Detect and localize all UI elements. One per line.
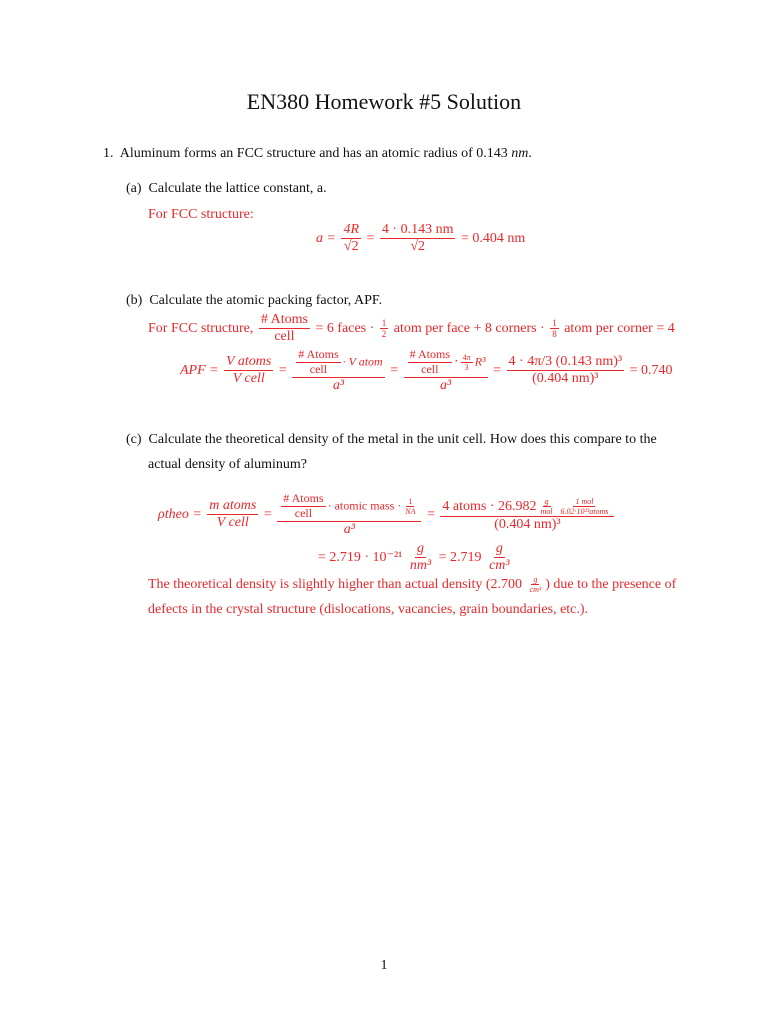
equals-1: = xyxy=(278,363,287,379)
equals-2: = xyxy=(426,507,435,523)
part-a-question xyxy=(126,181,327,197)
eighth-fraction: $\frac{1}{8}$ xyxy=(552,317,557,340)
fraction-numeric: $\frac{4 \cdot 0.143 nm}{√2}$ xyxy=(381,222,454,255)
part-c-density-equation xyxy=(158,492,616,538)
part-c-question-line2: actual density of aluminum? xyxy=(148,457,308,472)
fraction-4r: $\frac{4R}{√2}$ xyxy=(343,222,360,255)
vatoms-over-vcell: $\frac{\text{V atoms}}{\text{V cell}}$ xyxy=(226,354,272,387)
statement-text: Aluminum forms an FCC structure and has an atomic radius of 0.143 xyxy=(119,146,508,161)
atoms-mass-over-a3: $\frac{\text{\# Atoms}}{\text{cell}}$ · atomic mass · $\frac{1}{NA}$ a³ xyxy=(277,492,421,538)
density-value-cm: = 2.719 xyxy=(438,549,482,565)
equals-3: = xyxy=(493,363,502,379)
part-b-intro xyxy=(148,312,675,345)
part-a-answer-intro: For FCC structure: xyxy=(148,207,254,222)
g-per-cm3: $\frac{g}{\text{cm³}}$ xyxy=(489,541,510,574)
intro-faces: = 6 faces · xyxy=(315,320,375,336)
part-a-label: (a) xyxy=(126,181,142,196)
atoms-per-cell-fraction: $\frac{\text{\# Atoms}}{\text{cell}}$ xyxy=(260,312,308,345)
lhs: a = xyxy=(316,230,336,246)
part-a-result: = 0.404 nm xyxy=(460,230,526,246)
conclusion-text: The theoretical density is slightly higher than actual density (2.700 xyxy=(148,576,523,592)
apf-result: = 0.740 xyxy=(629,363,673,379)
atoms-vatom-over-a3: $\frac{\text{\# Atoms}}{\text{cell}}$ · V atom a³ xyxy=(292,348,384,394)
rho-lhs: ρtheo = xyxy=(158,507,202,523)
part-c-conclusion-line1 xyxy=(148,575,676,594)
statement-unit: nm xyxy=(511,146,529,161)
problem-number: 1. xyxy=(103,146,114,161)
equals-1: = xyxy=(263,507,272,523)
part-a-equation xyxy=(316,222,525,255)
document-title: EN380 Homework #5 Solution xyxy=(246,89,522,114)
part-b-label: (b) xyxy=(126,293,143,308)
g-per-nm3: $\frac{g}{\text{nm³}}$ xyxy=(409,541,432,574)
part-a-text: Calculate the lattice constant, a. xyxy=(148,181,327,196)
part-b-apf-equation xyxy=(180,348,672,394)
part-c-question xyxy=(126,432,657,448)
atoms-sphere-over-a3: $\frac{\text{\# Atoms}}{\text{cell}}$ · $\frac{4\pi}{3}$ R³ a³ xyxy=(404,348,488,394)
intro-end: atom per corner = 4 xyxy=(564,320,675,336)
equals-2: = xyxy=(390,363,399,379)
g-per-cm3-small: $\frac{g}{\text{cm³}}$ xyxy=(529,575,542,595)
intro-text: For FCC structure, xyxy=(148,320,254,336)
matoms-over-vcell: $\frac{\text{m atoms}}{\text{V cell}}$ xyxy=(209,498,257,531)
part-b-question xyxy=(126,293,382,309)
statement-period: . xyxy=(528,146,532,161)
problem-1-statement xyxy=(103,146,532,162)
part-c-label: (c) xyxy=(126,432,142,447)
half-fraction: $\frac{1}{2}$ xyxy=(381,317,387,340)
part-c-text: Calculate the theoretical density of the metal in the unit cell. How does this compare to the xyxy=(148,432,657,447)
part-b-text: Calculate the atomic packing factor, APF. xyxy=(149,293,383,308)
page-number: 1 xyxy=(380,958,388,973)
numeric-density-fraction: 4 atoms · 26.982 $\frac{g}{\text{mol}}$ $\frac{\text{1 mol}}{\text{6.02·10²³atoms}}$ (0.404 nm)³ xyxy=(440,497,614,533)
numeric-apf-fraction: $\frac{\text{4 · 4π/3 (0.143 nm)³}}{\text{(0.404 nm)³}}$ xyxy=(508,354,623,387)
conclusion-text-end: ) due to the presence of xyxy=(545,576,677,592)
density-value-nm: = 2.719 · 10⁻²¹ xyxy=(318,549,403,565)
intro-corners: atom per face + 8 corners · xyxy=(393,320,545,336)
apf-lhs: APF = xyxy=(180,363,219,379)
part-c-conclusion-line2: defects in the crystal structure (dislocations, vacancies, grain boundaries, etc.). xyxy=(148,602,589,617)
equals: = xyxy=(366,230,375,246)
part-c-density-result xyxy=(318,541,514,574)
